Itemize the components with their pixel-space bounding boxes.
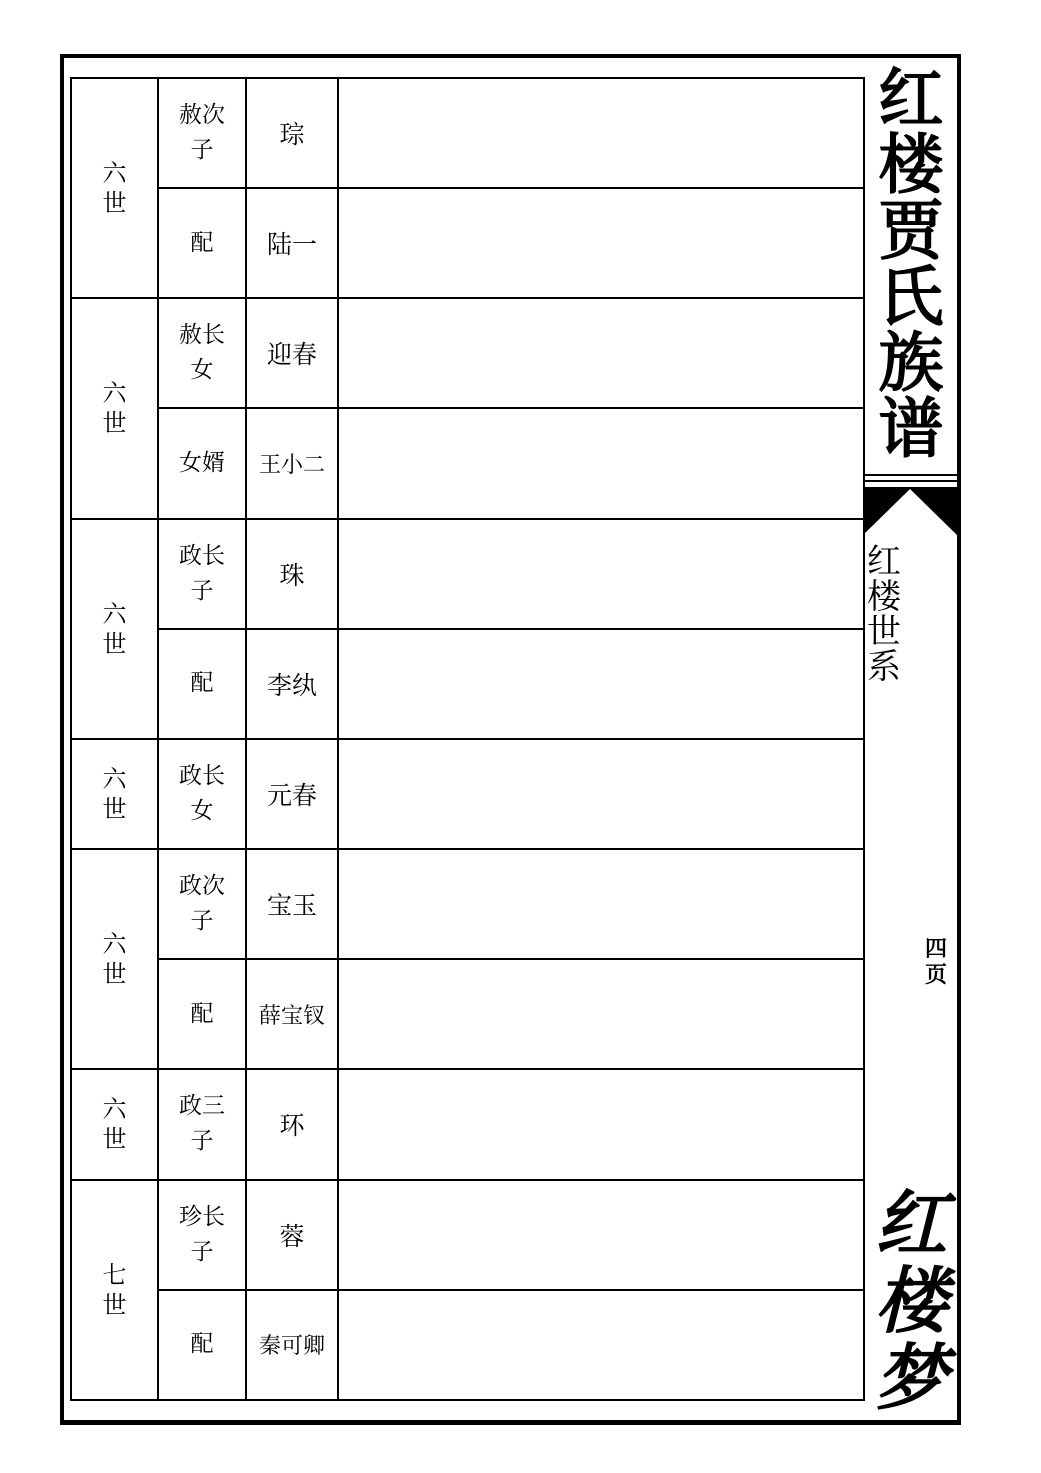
relation-cell bbox=[158, 519, 246, 629]
name-cell bbox=[246, 959, 338, 1069]
generation-label: 六世 bbox=[102, 379, 127, 438]
chevron-banner-icon bbox=[863, 487, 959, 535]
name-cell bbox=[246, 849, 338, 959]
note-cell bbox=[338, 78, 864, 188]
relation-label: 政三子 bbox=[179, 1093, 225, 1155]
relation-cell bbox=[158, 1180, 246, 1290]
note-cell bbox=[338, 1290, 864, 1400]
person-name: 宝玉 bbox=[266, 891, 317, 921]
relation-label: 珍长子 bbox=[179, 1203, 225, 1265]
generation-label: 六世 bbox=[102, 599, 127, 658]
person-name: 秦可卿 bbox=[258, 1334, 325, 1360]
person-name: 蓉 bbox=[279, 1221, 305, 1251]
relation-label: 配 bbox=[190, 1000, 214, 1027]
person-name: 李纨 bbox=[266, 670, 317, 700]
name-cell bbox=[246, 1180, 338, 1290]
relation-cell bbox=[158, 298, 246, 408]
name-cell bbox=[246, 78, 338, 188]
generation-cell bbox=[71, 78, 158, 298]
note-cell bbox=[338, 959, 864, 1069]
table-row bbox=[71, 408, 864, 518]
generation-cell bbox=[71, 1069, 158, 1179]
relation-cell bbox=[158, 78, 246, 188]
relation-label: 女婿 bbox=[179, 450, 225, 477]
name-cell bbox=[246, 1069, 338, 1179]
table-row bbox=[71, 849, 864, 959]
person-name: 薛宝钗 bbox=[258, 1003, 325, 1029]
note-cell bbox=[338, 298, 864, 408]
generation-label: 六世 bbox=[102, 1095, 127, 1154]
note-cell bbox=[338, 849, 864, 959]
relation-cell bbox=[158, 1290, 246, 1400]
relation-cell bbox=[158, 1069, 246, 1179]
generation-cell bbox=[71, 519, 158, 739]
name-cell bbox=[246, 188, 338, 298]
relation-label: 政长女 bbox=[179, 763, 225, 825]
generation-label: 六世 bbox=[102, 930, 127, 989]
table-row bbox=[71, 298, 864, 408]
relation-cell bbox=[158, 629, 246, 739]
generation-cell bbox=[71, 1180, 158, 1400]
relation-label: 配 bbox=[190, 670, 214, 697]
page-number: 四页 bbox=[924, 936, 947, 988]
table-row bbox=[71, 959, 864, 1069]
table-row bbox=[71, 78, 864, 188]
table-row bbox=[71, 629, 864, 739]
person-name: 珠 bbox=[279, 560, 305, 590]
name-cell bbox=[246, 408, 338, 518]
note-cell bbox=[338, 408, 864, 518]
name-cell bbox=[246, 298, 338, 408]
name-cell bbox=[246, 629, 338, 739]
table-row bbox=[71, 739, 864, 849]
table-row bbox=[71, 188, 864, 298]
relation-label: 政次子 bbox=[179, 873, 225, 935]
name-cell bbox=[246, 1290, 338, 1400]
note-cell bbox=[338, 1069, 864, 1179]
generation-label: 六世 bbox=[102, 765, 127, 824]
generation-cell bbox=[71, 298, 158, 518]
title-divider bbox=[863, 480, 959, 482]
book-title: 红楼贾氏族谱 bbox=[878, 61, 944, 467]
relation-label: 配 bbox=[190, 229, 214, 256]
relation-label: 赦长女 bbox=[179, 322, 225, 384]
relation-label: 赦次子 bbox=[179, 102, 225, 164]
person-name: 琮 bbox=[279, 120, 305, 150]
generation-label: 六世 bbox=[102, 159, 127, 218]
table-row bbox=[71, 519, 864, 629]
name-cell bbox=[246, 739, 338, 849]
relation-cell bbox=[158, 408, 246, 518]
relation-label: 政长子 bbox=[179, 542, 225, 604]
person-name: 迎春 bbox=[266, 340, 317, 370]
person-name: 元春 bbox=[266, 781, 317, 811]
person-name: 陆一 bbox=[266, 230, 317, 260]
table-row bbox=[71, 1180, 864, 1290]
brand-calligraphy: 红楼梦 bbox=[874, 1181, 947, 1420]
generation-cell bbox=[71, 849, 158, 1069]
generation-label: 七世 bbox=[102, 1260, 127, 1319]
note-cell bbox=[338, 519, 864, 629]
relation-cell bbox=[158, 959, 246, 1069]
relation-label: 配 bbox=[190, 1331, 214, 1358]
person-name: 王小二 bbox=[258, 453, 325, 479]
relation-cell bbox=[158, 739, 246, 849]
title-divider bbox=[863, 474, 959, 476]
note-cell bbox=[338, 739, 864, 849]
relation-cell bbox=[158, 849, 246, 959]
genealogy-table bbox=[70, 77, 865, 1401]
generation-cell bbox=[71, 739, 158, 849]
relation-cell bbox=[158, 188, 246, 298]
frame-inner-line bbox=[957, 58, 959, 1422]
name-cell bbox=[246, 519, 338, 629]
table-row bbox=[71, 1069, 864, 1179]
note-cell bbox=[338, 629, 864, 739]
person-name: 环 bbox=[279, 1111, 305, 1141]
table-row bbox=[71, 1290, 864, 1400]
section-title: 红楼世系 bbox=[867, 542, 901, 687]
note-cell bbox=[338, 188, 864, 298]
note-cell bbox=[338, 1180, 864, 1290]
